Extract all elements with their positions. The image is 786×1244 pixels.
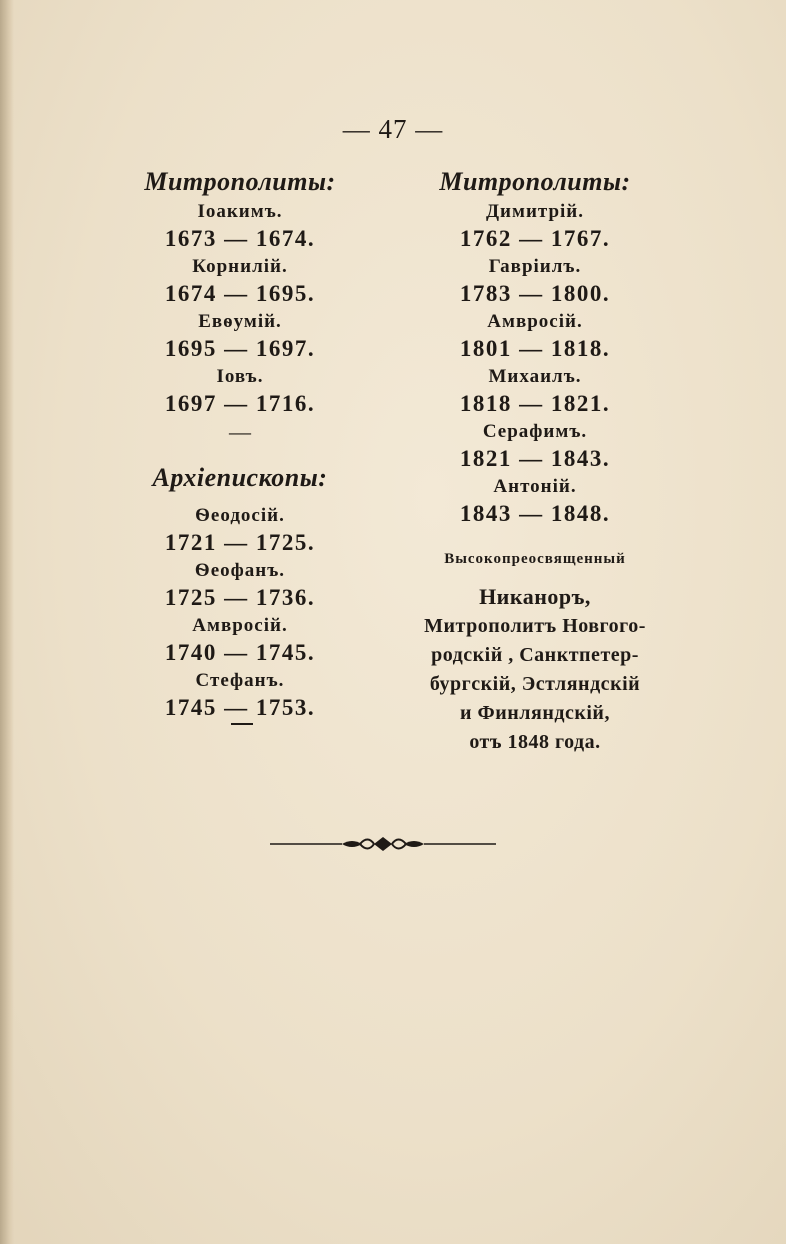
section-separator-dash: —	[229, 419, 251, 444]
list-item-name: Іоакимъ.	[197, 201, 283, 222]
list-item-years: 1783 — 1800.	[459, 281, 611, 306]
list-item-name: Амвросій.	[487, 311, 583, 332]
list-item-years: 1721 — 1725.	[164, 530, 316, 555]
title-line: Митрополитъ Новгого-	[424, 615, 646, 637]
list-item-years: 1695 — 1697.	[164, 336, 316, 361]
list-item-years: 1745 — 1753.	[164, 695, 316, 720]
list-item-years: 1821 — 1843.	[459, 446, 611, 471]
title-line: бургскій, Эстляндскій	[429, 673, 641, 695]
right-column	[385, 168, 685, 757]
heading-metropolitans-right: Митрополиты:	[439, 167, 631, 196]
list-item-years: 1673 — 1674.	[164, 226, 316, 251]
title-line: отъ 1848 года.	[469, 731, 601, 753]
page-spine-shadow	[0, 0, 14, 1244]
list-item-years: 1818 — 1821.	[459, 391, 611, 416]
list-item-name: Димитрій.	[485, 201, 585, 222]
list-item-years: 1740 — 1745.	[164, 640, 316, 665]
list-item-years: 1762 — 1767.	[459, 226, 611, 251]
list-item-name: Михаилъ.	[488, 366, 582, 387]
list-item-name: Гавріилъ.	[488, 256, 582, 277]
list-item-years: 1801 — 1818.	[459, 336, 611, 361]
list-item-name: Корнилій.	[192, 256, 288, 277]
list-item-name: Антоній.	[493, 476, 577, 497]
heading-metropolitans-left: Митрополиты:	[144, 167, 336, 196]
list-item-years: 1697 — 1716.	[164, 391, 316, 416]
list-item-years: 1843 — 1848.	[459, 501, 611, 526]
honorific-title: Высокопреосвященный	[444, 551, 626, 567]
current-metropolitan-name: Никаноръ,	[479, 584, 591, 609]
list-item-name: Ѳеофанъ.	[194, 560, 286, 581]
left-column	[90, 168, 390, 722]
list-item-name: Евѳумій.	[198, 311, 282, 332]
list-item-name: Ѳеодосій.	[195, 505, 285, 526]
title-line: и Финляндскій,	[460, 702, 610, 724]
list-item-years: 1674 — 1695.	[164, 281, 316, 306]
heading-archbishops: Архіепископы:	[152, 463, 328, 492]
ornament-divider-icon	[270, 834, 496, 854]
page-number: — 47 —	[342, 114, 444, 144]
list-item-name: Серафимъ.	[482, 421, 588, 442]
list-item-name: Амвросій.	[192, 615, 288, 636]
list-item-name: Іовъ.	[216, 366, 264, 387]
title-line: родскій , Санктпетер-	[431, 644, 639, 666]
end-rule	[231, 723, 253, 725]
list-item-years: 1725 — 1736.	[164, 585, 316, 610]
list-item-name: Стефанъ.	[195, 670, 285, 691]
